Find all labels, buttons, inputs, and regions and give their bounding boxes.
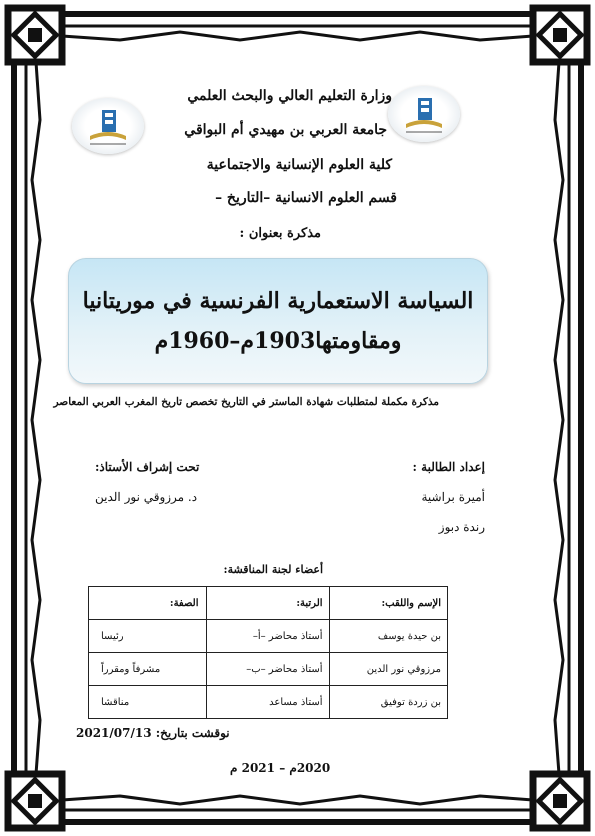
department-name: قسم العلوم الانسانية –التاريخ – <box>215 190 397 206</box>
member-name: بن زردة توفيق <box>329 686 447 719</box>
university-logo-right <box>388 86 460 142</box>
column-header-rank: الرتبة: <box>207 587 329 620</box>
member-role: رئيسا <box>89 620 207 653</box>
discussion-date: نوقشت بتاريخ: 2021/07/13 <box>76 726 230 740</box>
member-rank: أستاذ محاضر –أ– <box>207 620 329 653</box>
table-row <box>89 686 448 719</box>
faculty-name: كلية العلوم الإنسانية والاجتماعية <box>206 157 392 173</box>
column-header-role: الصفة: <box>89 587 207 620</box>
academic-year: 2020م – 2021 م <box>230 761 331 775</box>
ministry-name: وزارة التعليم العالي والبحث العلمي <box>187 88 392 104</box>
supervisor-name: د. مرزوقي نور الدين <box>95 490 198 504</box>
member-name: مرزوقي نور الدين <box>329 653 447 686</box>
supervision-label: تحت إشراف الأستاذ: <box>95 460 200 474</box>
thesis-title-line-1: السياسة الاستعمارية الفرنسية في موريتانيا <box>82 288 474 314</box>
table-header-row <box>89 587 448 620</box>
committee-label: أعضاء لجنة المناقشة: <box>223 563 323 576</box>
committee-table <box>88 586 448 719</box>
member-rank: أستاذ مساعد <box>207 686 329 719</box>
university-name: جامعة العربي بن مهيدي أم البواقي <box>184 122 387 138</box>
member-name: بن حيدة يوسف <box>329 620 447 653</box>
prepared-by-label: إعداد الطالبة : <box>412 460 485 474</box>
book-emblem-icon <box>72 98 144 154</box>
book-emblem-icon <box>388 86 460 142</box>
column-header-name: الإسم واللقب: <box>329 587 447 620</box>
memo-label: مذكرة بعنوان : <box>239 226 321 241</box>
thesis-subtitle: مذكرة مكملة لمتطلبات شهادة الماستر في التاريخ تخصص تاريخ المغرب العربي المعاصر <box>53 396 439 408</box>
table-row <box>89 653 448 686</box>
member-rank: أستاذ محاضر –ب– <box>207 653 329 686</box>
university-logo-left <box>72 98 144 154</box>
thesis-title-box <box>68 258 488 384</box>
member-role: مناقشا <box>89 686 207 719</box>
thesis-title-line-2: ومقاومتها1903م–1960م <box>154 328 402 354</box>
member-role: مشرفاً ومقرراً <box>89 653 207 686</box>
student-name-2: رندة دبوز <box>438 520 485 534</box>
student-name-1: أميرة براشية <box>421 490 485 504</box>
table-row <box>89 620 448 653</box>
